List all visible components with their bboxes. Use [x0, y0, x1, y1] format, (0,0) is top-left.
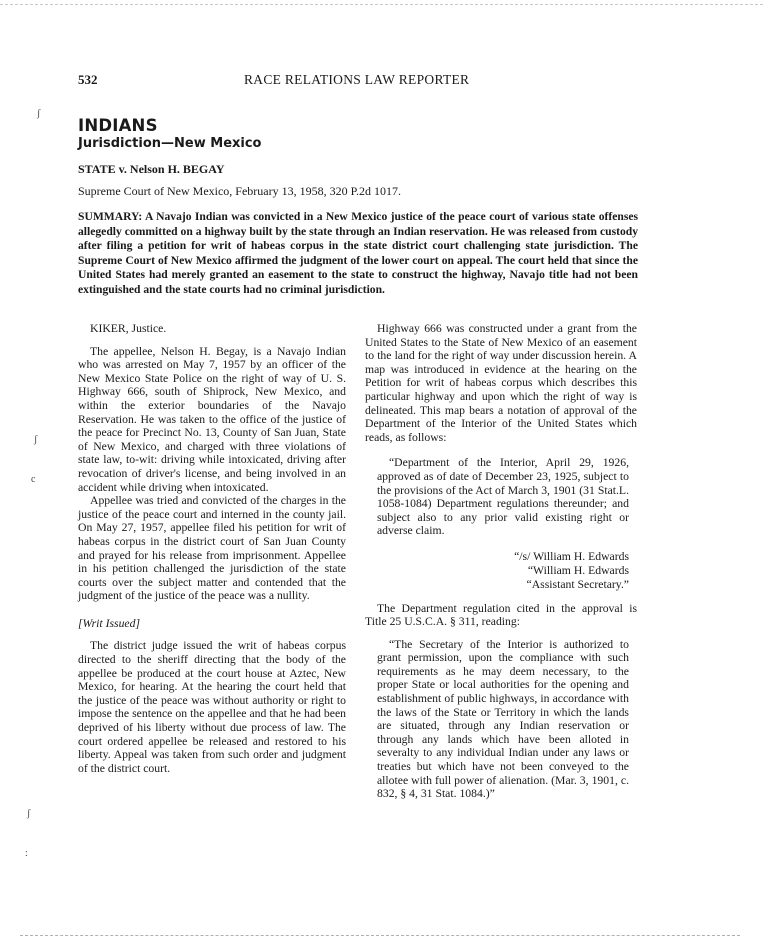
case-title: STATE v. Nelson H. BEGAY	[78, 162, 225, 176]
case-citation: Supreme Court of New Mexico, February 13, 1958, 320 P.2d 1017.	[78, 184, 401, 198]
running-head: RACE RELATIONS LAW REPORTER	[244, 72, 470, 87]
right-column	[365, 322, 637, 801]
top-scan-edge	[0, 4, 763, 5]
quote-statute: “The Secretary of the Interior is authorized to grant permission, upon the compliance with such requirements as he may deem necessary, to the proper State or local authorities for the opening and establishment of public highways, in accordance with the laws of the State or Territory in which the lands are situated, through any Indian reservation or through any lands which have been alloted in severalty to any individual Indian under any laws or treaties but which have not been conveyed to the allotee with full power of alienation. (Mar. 3, 1901, c. 832, § 4, 31 Stat. 1084.)”	[377, 637, 629, 801]
paragraph-5: The Department regulation cited in the approval is Title 25 U.S.C.A. § 311, reading:	[365, 601, 637, 629]
section-title: INDIANS	[78, 116, 158, 135]
margin-mark: ʃ	[37, 108, 41, 119]
paragraph-3: The district judge issued the writ of habeas corpus directed to the sheriff directing that the body of the appellee be produced at the court house at Aztec, New Mexico, for hearing. At the hearing the court held that the justice of the peace was without authority or right to impose the sentence on the appellee and that he had been deprived of his liberty without due process of law. The court ordered appellee be released and restored to his liberty. Appeal was taken from such order and judgment of the district court.	[78, 639, 346, 775]
margin-mark: ʃ	[34, 434, 38, 445]
margin-mark: :	[25, 848, 28, 859]
signature-line-1: “/s/ William H. Edwards	[514, 549, 629, 563]
judge-name: KIKER, Justice.	[90, 322, 167, 335]
paragraph-2: Appellee was tried and convicted of the charges in the justice of the peace court and interned in the county jail. On May 27, 1957, appellee filed his petition for writ of habeas corpus in the district court of San Juan County and prayed for his release from imprisonment. Appellee in his petition challenged the jurisdiction of the state courts over the subject matter and contended that the judgment of the justice of the peace was a nullity.	[78, 494, 346, 603]
signature-block	[365, 550, 629, 593]
signature-line-3: “Assistant Secretary.”	[526, 578, 629, 592]
bottom-scan-edge	[20, 935, 740, 936]
signature-line-2: “William H. Edwards	[527, 564, 629, 578]
summary-label: SUMMARY:	[78, 210, 143, 223]
summary-text: A Navajo Indian was convicted in a New Mexico justice of the peace court of various state offenses allegedly committed on a highway built by the state through an Indian reservation. He was released from custody after filing a petition for writ of habeas corpus in the state district court challenging state jurisdiction. The Supreme Court of New Mexico affirmed the judgment of the lower court on appeal. The court held that since the United States had merely granted an easement to the state to construct the highway, Navajo title had not been extinguished and the state courts had no criminal jurisdiction.	[78, 210, 638, 296]
quote-approval: “Department of the Interior, April 29, 1926, approved as of date of December 23, 1925, subject to the provisions of the Act of March 3, 1901 (31 Stat.L. 1058-1084) Department regulations thereunder; and subject also to any prior valid existing right or adverse claim.	[377, 456, 629, 538]
margin-mark: c	[31, 474, 36, 485]
page-number: 532	[78, 72, 98, 87]
margin-mark: ʃ	[27, 808, 31, 819]
section-subtitle: Jurisdiction—New Mexico	[78, 136, 262, 151]
summary	[78, 210, 638, 298]
left-column	[78, 322, 346, 775]
section-heading-writ-issued: [Writ Issued]	[78, 616, 141, 630]
paragraph-4: Highway 666 was constructed under a grant from the United States to the State of New Mexico of an easement to the land for the right of way under discussion herein. A map was introduced in evidence at the hearing on the Petition for writ of habeas corpus which describes this particular highway and upon which the right of way is delineated. This map bears a notation of approval of the Department of the Interior of the United States which reads, as follows:	[365, 322, 637, 444]
paragraph-1: The appellee, Nelson H. Begay, is a Navajo Indian who was arrested on May 7, 1957 by an officer of the New Mexico State Police on the right of way of U. S. Highway 666, south of Shiprock, New Mexico, and within the exterior boundaries of the Navajo Reservation. He was taken to the office of the justice of the peace for Precinct No. 13, County of San Juan, State of New Mexico, and charged with three violations of state law, to-wit: driving while intoxicated, driving after revocation of driver's license, and being involved in an accident while driving when intoxicated.	[78, 344, 346, 494]
